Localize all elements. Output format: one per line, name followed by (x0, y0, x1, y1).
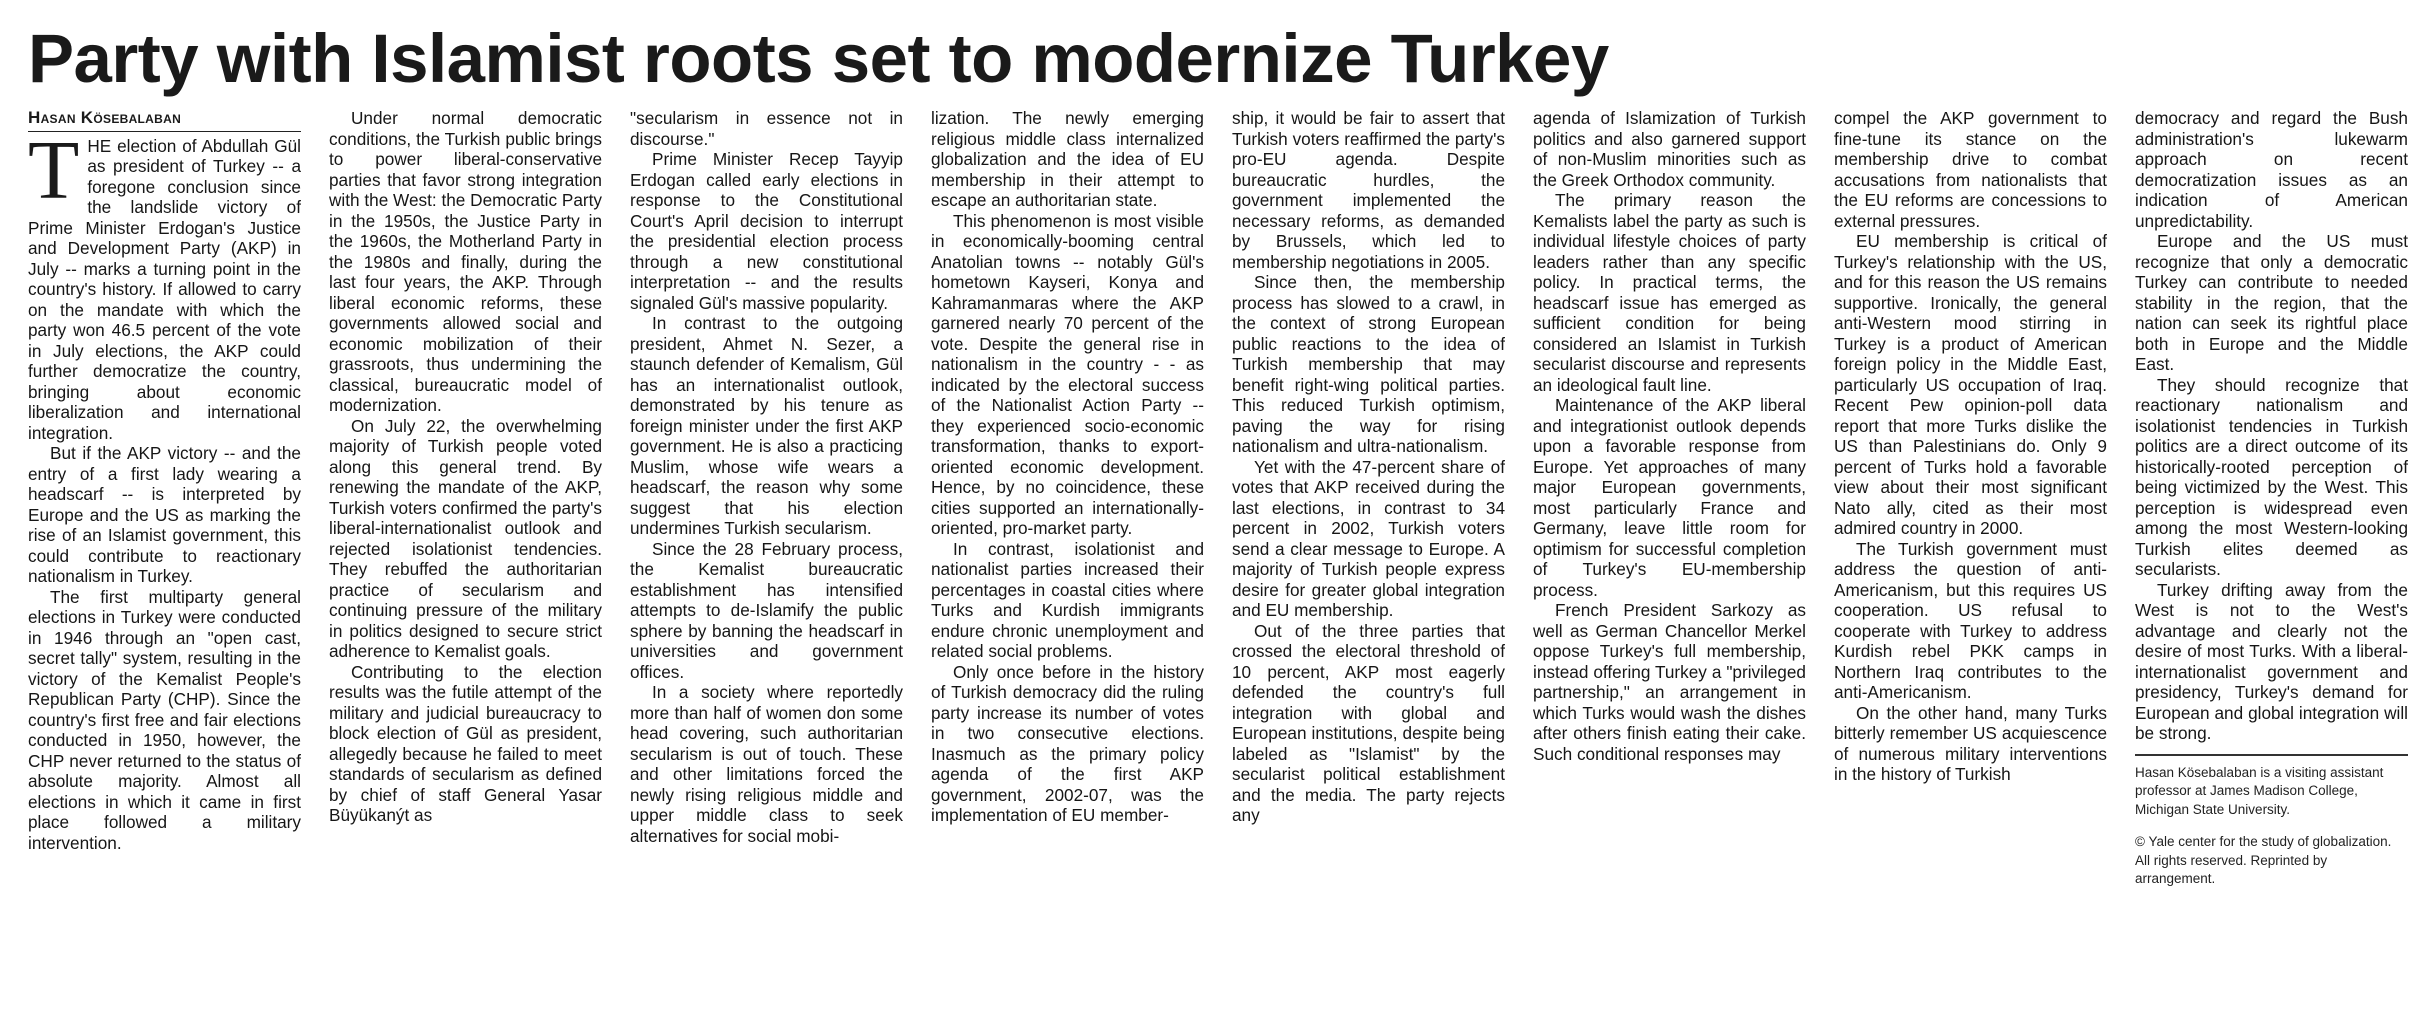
article-paragraph: In contrast, isolationist and nationalist parties increased their percentages in coastal cities where Turks and Kurdish immigrants endure chronic unemployment and related social problems. (931, 538, 1204, 661)
copyright-notice: © Yale center for the study of globalization. All rights reserved. Reprinted by arrangement. (2135, 834, 2392, 886)
article-column-4 (931, 108, 1204, 1008)
article-paragraph-continued: democracy and regard the Bush administration's lukewarm approach on recent democratization issues as an indication of American unpredictability. (2135, 108, 2408, 231)
article-paragraph: The primary reason the Kemalists label the party as such is individual lifestyle choices of party leaders rather than any specific policy. In practical terms, the headscarf issue has emerged as sufficient condition for being considered an Islamist in Turkish secularist discourse and represents an ideological fault line. (1533, 190, 1806, 395)
article-column-1 (28, 108, 301, 1008)
article-paragraph-continued: ship, it would be fair to assert that Turkish voters reaffirmed the party's pro-EU agenda. Despite bureaucratic hurdles, the government implemented the necessary reforms, as demanded by Brussels, which led to membership negotiations in 2005. (1232, 108, 1505, 272)
lead-text: HE election of Abdullah Gül as president of Turkey -- a foregone conclusion since the landslide victory of Prime Minister Erdogan's Justice and Development Party (AKP) in July -- marks a turning point in the country's history. If allowed to carry on the mandate with which the party won 46.5 percent of the vote in July elections, the AKP could further democratize the country, bringing about economic liberalization and international integration. (28, 135, 301, 443)
article-column-2 (329, 108, 602, 1008)
article-paragraph: EU membership is critical of Turkey's relationship with the US, and for this reason the US remains supportive. Ironically, the general anti-Western mood stirring in Turkey is a product of American foreign policy in the Middle East, particularly US occupation of Iraq. Recent Pew opinion-poll data report that more Turks dislike the US than Palestinians do. Only 9 percent of Turks hold a favorable view about their most significant Nato ally, cited as their most admired country in 2000. (1834, 231, 2107, 538)
article-column-6 (1533, 108, 1806, 1008)
article-paragraph-continued: lization. The newly emerging religious middle class internalized globalization and the idea of EU membership in their attempt to escape an authoritarian state. (931, 108, 1204, 210)
article-paragraph: Prime Minister Recep Tayyip Erdogan called early elections in response to the Constitutional Court's April decision to interrupt the presidential election process through a new constitutional interpretation -- and the results signaled Gül's massive popularity. (630, 149, 903, 313)
author-bio-box (2135, 754, 2408, 889)
article-paragraph: In contrast to the outgoing president, Ahmet N. Sezer, a staunch defender of Kemalism, Gül has an internationalist outlook, demonstrated by his tenure as foreign minister under the first AKP government. He is also a practicing Muslim, whose wife wears a headscarf, the reason why some suggest that his election undermines Turkish secularism. (630, 313, 903, 538)
author-byline: Hasan Kösebalaban (28, 108, 301, 132)
article-columns (28, 108, 2408, 1008)
article-paragraph: Only once before in the history of Turkish democracy did the ruling party increase its number of votes in two consecutive elections. Inasmuch as the primary policy agenda of the first AKP government, 2002-07, was the implementation of EU member- (931, 661, 1204, 825)
article-paragraph: Since then, the membership process has slowed to a crawl, in the context of strong European public reactions to the idea of Turkish membership that may benefit right-wing political parties. This reduced Turkish optimism, paving the way for rising nationalism and ultra-nationalism. (1232, 272, 1505, 456)
article-paragraph: Maintenance of the AKP liberal and integrationist outlook depends upon a favorable response from Europe. Yet approaches of many major European governments, most particularly France and Germany, leave little room for optimism for successful completion of Turkey's EU-membership process. (1533, 395, 1806, 600)
article-paragraph-continued: compel the AKP government to fine-tune its stance on the membership drive to combat accusations from nationalists that the EU reforms are concessions to external pressures. (1834, 108, 2107, 231)
article-paragraph: Turkey drifting away from the West is not to the West's advantage and clearly not the desire of most Turks. With a liberal-internationalist government and presidency, Turkey's demand for European and global integration will be strong. (2135, 579, 2408, 743)
article-paragraph: On the other hand, many Turks bitterly remember US acquiescence of numerous military interventions in the history of Turkish (1834, 702, 2107, 784)
article-paragraph: This phenomenon is most visible in economically-booming central Anatolian towns -- notably Gül's hometown Kayseri, Konya and Kahramanmaras where the AKP garnered nearly 70 percent of the vote. Despite the general rise in nationalism in the country - - as indicated by the electoral success of the Nationalist Action Party -- they experienced socio-economic transformation, thanks to export-oriented economic development. Hence, by no coincidence, these cities supported an internationally-oriented, pro-market party. (931, 210, 1204, 538)
article-paragraph: Since the 28 February process, the Kemalist bureaucratic establishment has intensified attempts to de-Islamify the public sphere by banning the headscarf in universities and government offices. (630, 538, 903, 682)
article-paragraph: They should recognize that reactionary nationalism and isolationist tendencies in Turkish politics are a direct outcome of its historically-rooted perception of being victimized by the West. This perception is widespread even among the most Western-looking Turkish elites deemed as secularists. (2135, 374, 2408, 579)
article-paragraph-continued: agenda of Islamization of Turkish politics and also garnered support of non-Muslim minorities such as the Greek Orthodox community. (1533, 108, 1806, 190)
article-paragraph: Europe and the US must recognize that only a democratic Turkey can contribute to needed stability in the region, that the nation can seek its rightful place both in Europe and the Middle East. (2135, 231, 2408, 374)
article-paragraph: But if the AKP victory -- and the entry of a first lady wearing a headscarf -- is interpreted by Europe and the US as marking the rise of an Islamist government, this could contribute to reactionary nationalism in Turkey. (28, 443, 301, 586)
article-paragraph: In a society where reportedly more than half of women don some head covering, such authoritarian secularism is out of touch. These and other limitations forced the newly rising religious middle and upper middle class to seek alternatives for social mobi- (630, 682, 903, 846)
article-paragraph: Yet with the 47-percent share of votes that AKP received during the last elections, in contrast to 34 percent in 2002, Turkish voters send a clear message to Europe. A majority of Turkish people express desire for greater global integration and EU membership. (1232, 456, 1505, 620)
article-paragraph-continued: "secularism in essence not in discourse." (630, 108, 903, 149)
article-paragraph: Contributing to the election results was the futile attempt of the military and judicial bureaucracy to block election of Gül as president, allegedly because he failed to meet standards of secularism as defined by chief of staff General Yasar Büyükanýt as (329, 661, 602, 825)
article-paragraph: The first multiparty general elections in Turkey were conducted in 1946 through an "open cast, secret tally" system, resulting in the victory of the Kemalist People's Republican Party (CHP). Since the country's first free and fair elections conducted in 1950, however, the CHP never returned to the status of absolute majority. Almost all elections in which it came in first place followed a military intervention. (28, 586, 301, 853)
drop-cap: T (28, 123, 80, 217)
article-paragraph: French President Sarkozy as well as German Chancellor Merkel oppose Turkey's full membership, instead offering Turkey a "privileged partnership," an arrangement in which Turks would wash the dishes after others finish eating their cake. Such conditional responses may (1533, 600, 1806, 764)
article-paragraph: On July 22, the overwhelming majority of Turkish people voted along this general trend. By renewing the mandate of the AKP, Turkish voters confirmed the party's liberal-internationalist outlook and rejected isolationist tendencies. They rebuffed the authoritarian practice of secularism and continuing pressure of the military in politics designed to secure strict adherence to Kemalist goals. (329, 415, 602, 661)
article-column-8 (2135, 108, 2408, 1008)
article-paragraph: Out of the three parties that crossed the electoral threshold of 10 percent, AKP most eagerly defended the country's full integration with global and European institutions, despite being labeled as "Islamist" by the secularist political establishment and the media. The party rejects any (1232, 620, 1505, 825)
article-column-3 (630, 108, 903, 1008)
lead-paragraph (28, 123, 301, 444)
article-paragraph: The Turkish government must address the question of anti-Americanism, but this requires US cooperation. US refusal to cooperate with Turkey to address Kurdish rebel PKK camps in Northern Iraq contributes to the anti-Americanism. (1834, 538, 2107, 702)
article-column-7 (1834, 108, 2107, 1008)
author-bio: Hasan Kösebalaban is a visiting assistant professor at James Madison College, Michigan State University. (2135, 764, 2384, 817)
article-headline: Party with Islamist roots set to modernize Turkey (28, 20, 1609, 97)
article-paragraph: Under normal democratic conditions, the Turkish public brings to power liberal-conservative parties that favor strong integration with the West: the Democratic Party in the 1950s, the Justice Party in the 1960s, the Motherland Party in the 1980s and finally, during the last four years, the AKP. Through liberal economic reforms, these governments allowed social and economic mobilization of their grassroots, thus undermining the classical, bureaucratic model of modernization. (329, 108, 602, 415)
article-column-5 (1232, 108, 1505, 1008)
